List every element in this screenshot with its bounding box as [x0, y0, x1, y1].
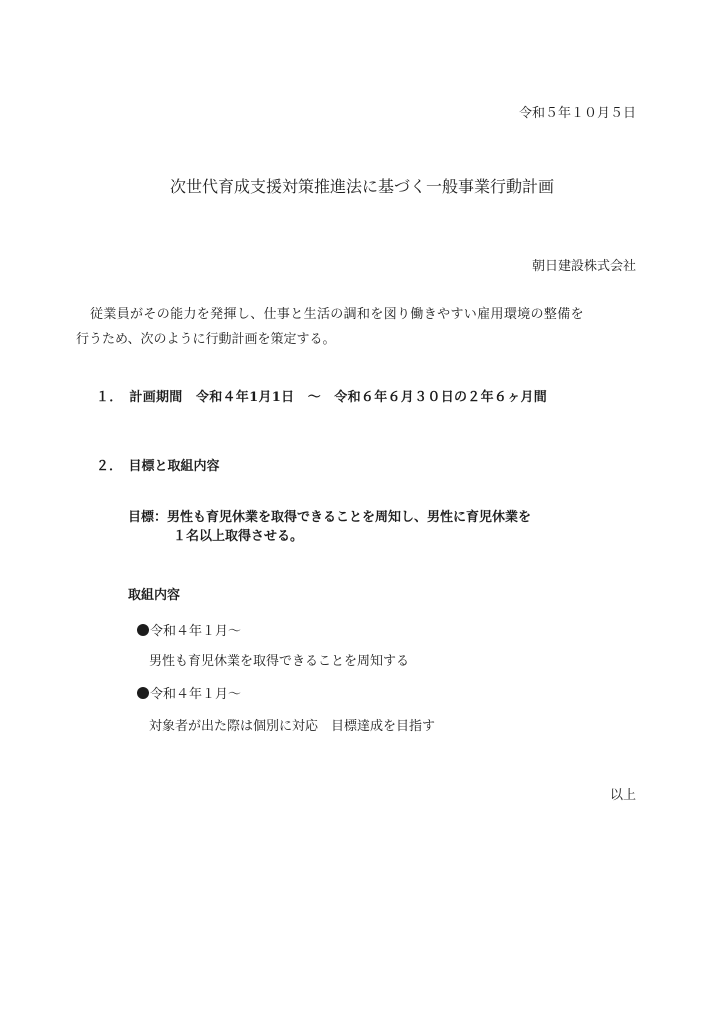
action-item-1-date-row	[137, 623, 241, 641]
goal-line-1: 目標：男性も育児休業を取得できることを周知し、男性に育児休業を	[128, 510, 532, 525]
goals-section-heading: ２． 目標と取組内容	[96, 459, 220, 474]
bullet-icon	[137, 624, 149, 636]
actions-heading: 取組内容	[128, 588, 181, 603]
action-item-1-date: 令和４年１月～	[150, 624, 242, 639]
document-date: 令和５年１０月５日	[518, 106, 636, 121]
action-item-2-date-row	[137, 686, 241, 704]
goal-line-2: １名以上取得させる。	[173, 529, 304, 544]
bullet-icon	[137, 687, 149, 699]
document-title: 次世代育成支援対策推進法に基づく一般事業行動計画	[169, 177, 554, 196]
intro-paragraph-line-1: 従業員がその能力を発揮し、仕事と生活の調和を図り働きやすい雇用環境の整備を	[90, 307, 584, 322]
intro-paragraph-line-2: 行うため、次のように行動計画を策定する。	[76, 332, 336, 347]
action-item-2-detail: 対象者が出た際は個別に対応 目標達成を目指す	[149, 719, 436, 734]
action-item-1-detail: 男性も育児休業を取得できることを周知する	[149, 654, 410, 669]
action-item-2-date: 令和４年１月～	[150, 687, 242, 702]
closing-mark: 以上	[609, 788, 636, 803]
plan-period: １． 計画期間 令和４年1月1日 ～ 令和６年６月３０日の２年６ヶ月間	[96, 390, 548, 405]
company-name: 朝日建設株式会社	[531, 259, 636, 274]
